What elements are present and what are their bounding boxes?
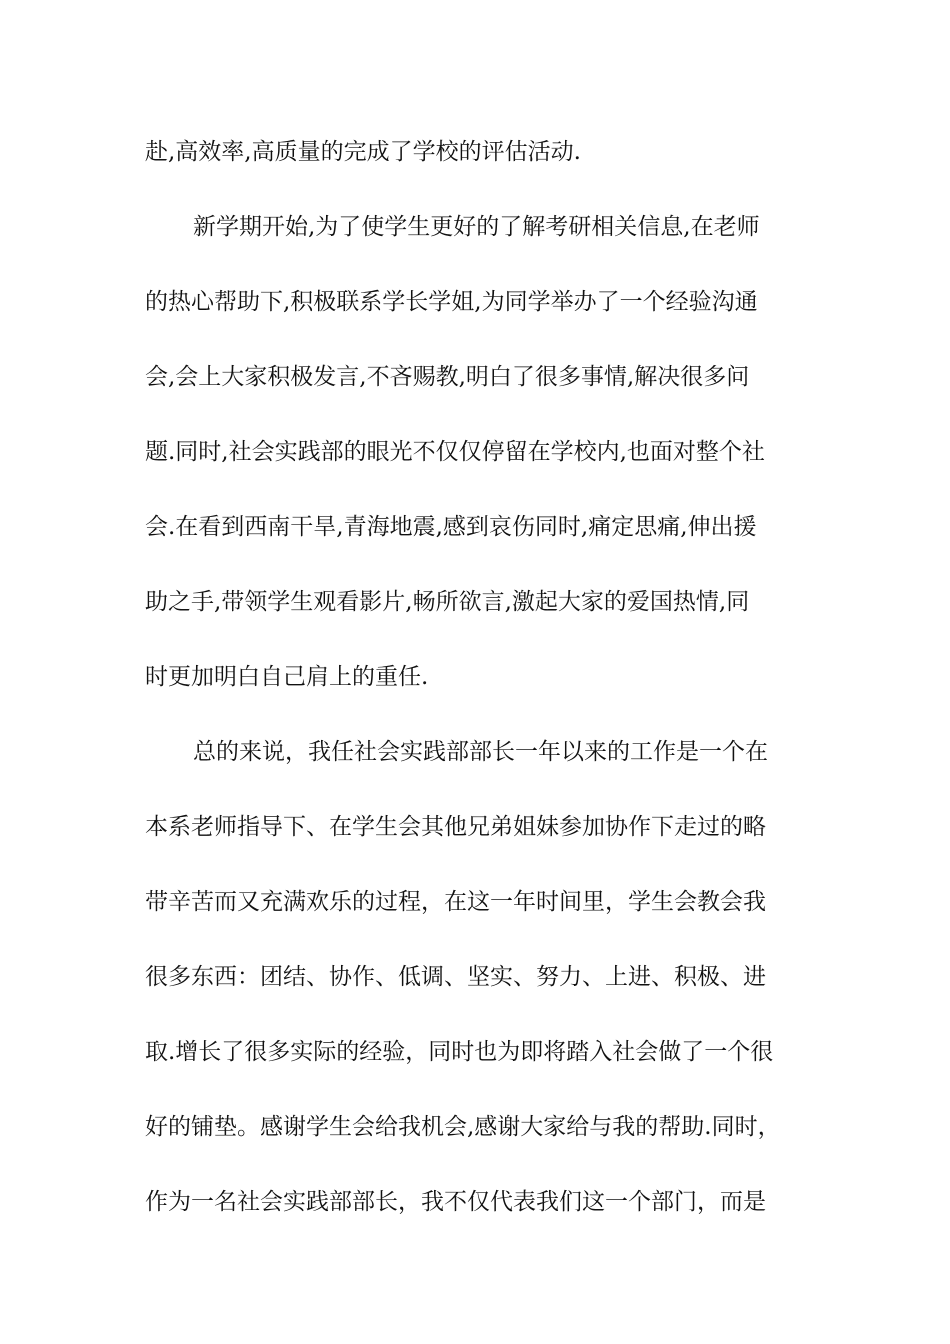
text-line: 带辛苦而又充满欢乐的过程，在这一年时间里，学生会教会我 [145,889,766,915]
text-line: 的热心帮助下,积极联系学长学姐,为同学举办了一个经验沟通 [145,289,758,315]
text-line: 助之手,带领学生观看影片,畅所欲言,激起大家的爱国热情,同 [145,589,750,615]
paragraph-first-line: 总的来说，我任社会实践部部长一年以来的工作是一个在 [193,739,768,765]
text-line: 会.在看到西南干旱,青海地震,感到哀伤同时,痛定思痛,伸出援 [145,514,757,540]
paragraph-first-line: 新学期开始,为了使学生更好的了解考研相关信息,在老师 [193,214,760,240]
text-line: 时更加明白自己肩上的重任. [145,664,429,690]
text-line: 好的铺垫。感谢学生会给我机会,感谢大家给与我的帮助.同时， [145,1114,781,1140]
text-line: 会,会上大家积极发言,不吝赐教,明白了很多事情,解决很多问 [145,364,750,390]
text-line: 赴,高效率,高质量的完成了学校的评估活动. [145,139,581,165]
text-line: 取.增长了很多实际的经验，同时也为即将踏入社会做了一个很 [145,1039,774,1065]
text-line: 作为一名社会实践部部长，我不仅代表我们这一个部门，而是 [145,1189,766,1215]
text-line: 本系老师指导下、在学生会其他兄弟姐妹参加协作下走过的略 [145,814,766,840]
text-line: 题.同时,社会实践部的眼光不仅仅停留在学校内,也面对整个社 [145,439,765,465]
text-line: 很多东西：团结、协作、低调、坚实、努力、上进、积极、进 [145,964,766,990]
